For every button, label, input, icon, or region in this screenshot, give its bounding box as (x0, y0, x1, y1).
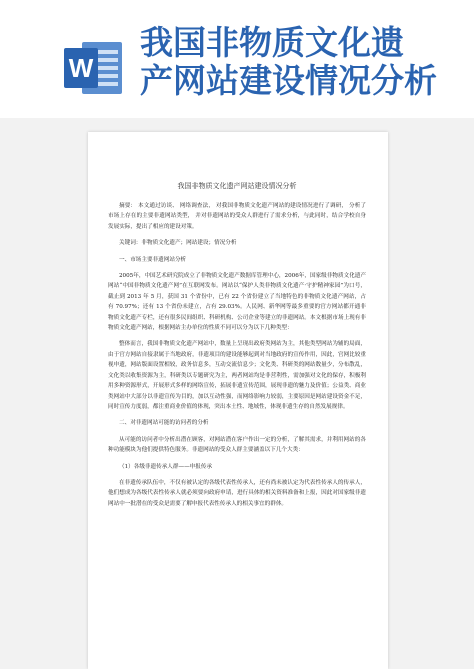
document-header (0, 0, 474, 116)
word-document-icon (62, 36, 126, 100)
section-heading-1: 一、市场主要非遗网站分析 (119, 256, 187, 263)
body-paragraph-2: 整体而言，我国非物质文化遗产网站中，数量上呈现出政府类网站为主，其他类型网站为辅的局面，由于官方网站自接隶属于当地政府，非遗项目的建设能够起到对当地政府的宣传作用，因此，官网比较重视申遗，网站版面设置相较，政务信息多，互动交流信息少；文化类、科研类的网站数量少，分布散乱，文化类以收集资源为主，科研类以专题研究为主，两者网站均是非营利性，需加强对文化的保存，积极利用多种资源形式，开展形式多样的网络宣传，拓展非遗宣传范围，展现非遗的魅力及价值；公益类、商业类网站中大部分以非遗宣传为目的，加以互动性强，而网络影响力较弱，主要原因是网站建设资金不足，同时宣传力度弱，都注重商业价值的体现，突出本土性、地域性，体现非遗生存的自然发展规律。 (108, 341, 366, 410)
document-preview-area (0, 118, 474, 669)
paper-title: 我国非物质文化遗产网站建设情况分析 (177, 182, 297, 190)
document-title-line-2: 产网站建设情况分析 (140, 61, 437, 100)
keywords-line: 关键词：非物质文化遗产；网站建设；情况分析 (119, 240, 237, 247)
word-icon-letter: W (68, 53, 94, 83)
document-title-line-1: 我国非物质文化遗 (140, 23, 404, 62)
document-title (140, 24, 470, 100)
section-heading-2: 二、对非遗网站可能的访问者的分析 (119, 420, 209, 427)
abstract-paragraph: 摘要： 本文通过访谈、 网络调查法， 对我国非物质文化遗产网站的建设情况进行了调研， 分析了市场上存在的主要非遗网站类型， 并对非遗网站的受众人群进行了需求分析，与此同时，结合学校自身发展实际，提出了相应的建设对策。 (108, 203, 366, 230)
document-content (108, 180, 366, 515)
body-paragraph-3: 从可能的访问者中分析出潜在顾客，对网站潜在客户作出一定的分析，了解其需求，并利用网站的各种功能模块为他们提供特色服务。非遗网站的受众人群主要涵盖以下几个大类： (108, 436, 366, 454)
document-page (88, 132, 388, 669)
subsection-heading-1: （1）各级非遗传承人群——申报传承 (119, 463, 213, 470)
body-paragraph-1: 2005年，中国艺术研究院成立了非物质文化遗产数据库管理中心，2006年，国家级非物质文化遗产网站“中国非物质文化遗产网”在互联网发布。网站以“保护人类非物质文化遗产·守护精神家园”为口号，截止到 2013 年 5 月，获国 31 个省份中，已有 22 个省份建立了当地特色的非物质文化遗产网站，占有 70.97%；还有 13 个省份未建立，占有 29.03%。人民网、新华网等最多重要的官方网站都开通非物质文化遗产专栏，还有很多民间组织、科研机构、公司企业等建立的非遗网站。本文根据市场上现有非物质文化遗产网站，根据网站主办单位的性质不同可以分为以下几种类型： (108, 273, 366, 332)
body-paragraph-4: 在非遗传承队伍中，不仅有被认定的各级代表性传承人，还有尚未被认定为代表性传承人的传承人，他们想成为各级代表性传承人就必须要向政府申请，进行具体的相关资料准备和上报，因此对国家级非遗网站中一批潜在的受众是需要了解申报代表性传承人的相关事宜的群体。 (108, 479, 366, 507)
